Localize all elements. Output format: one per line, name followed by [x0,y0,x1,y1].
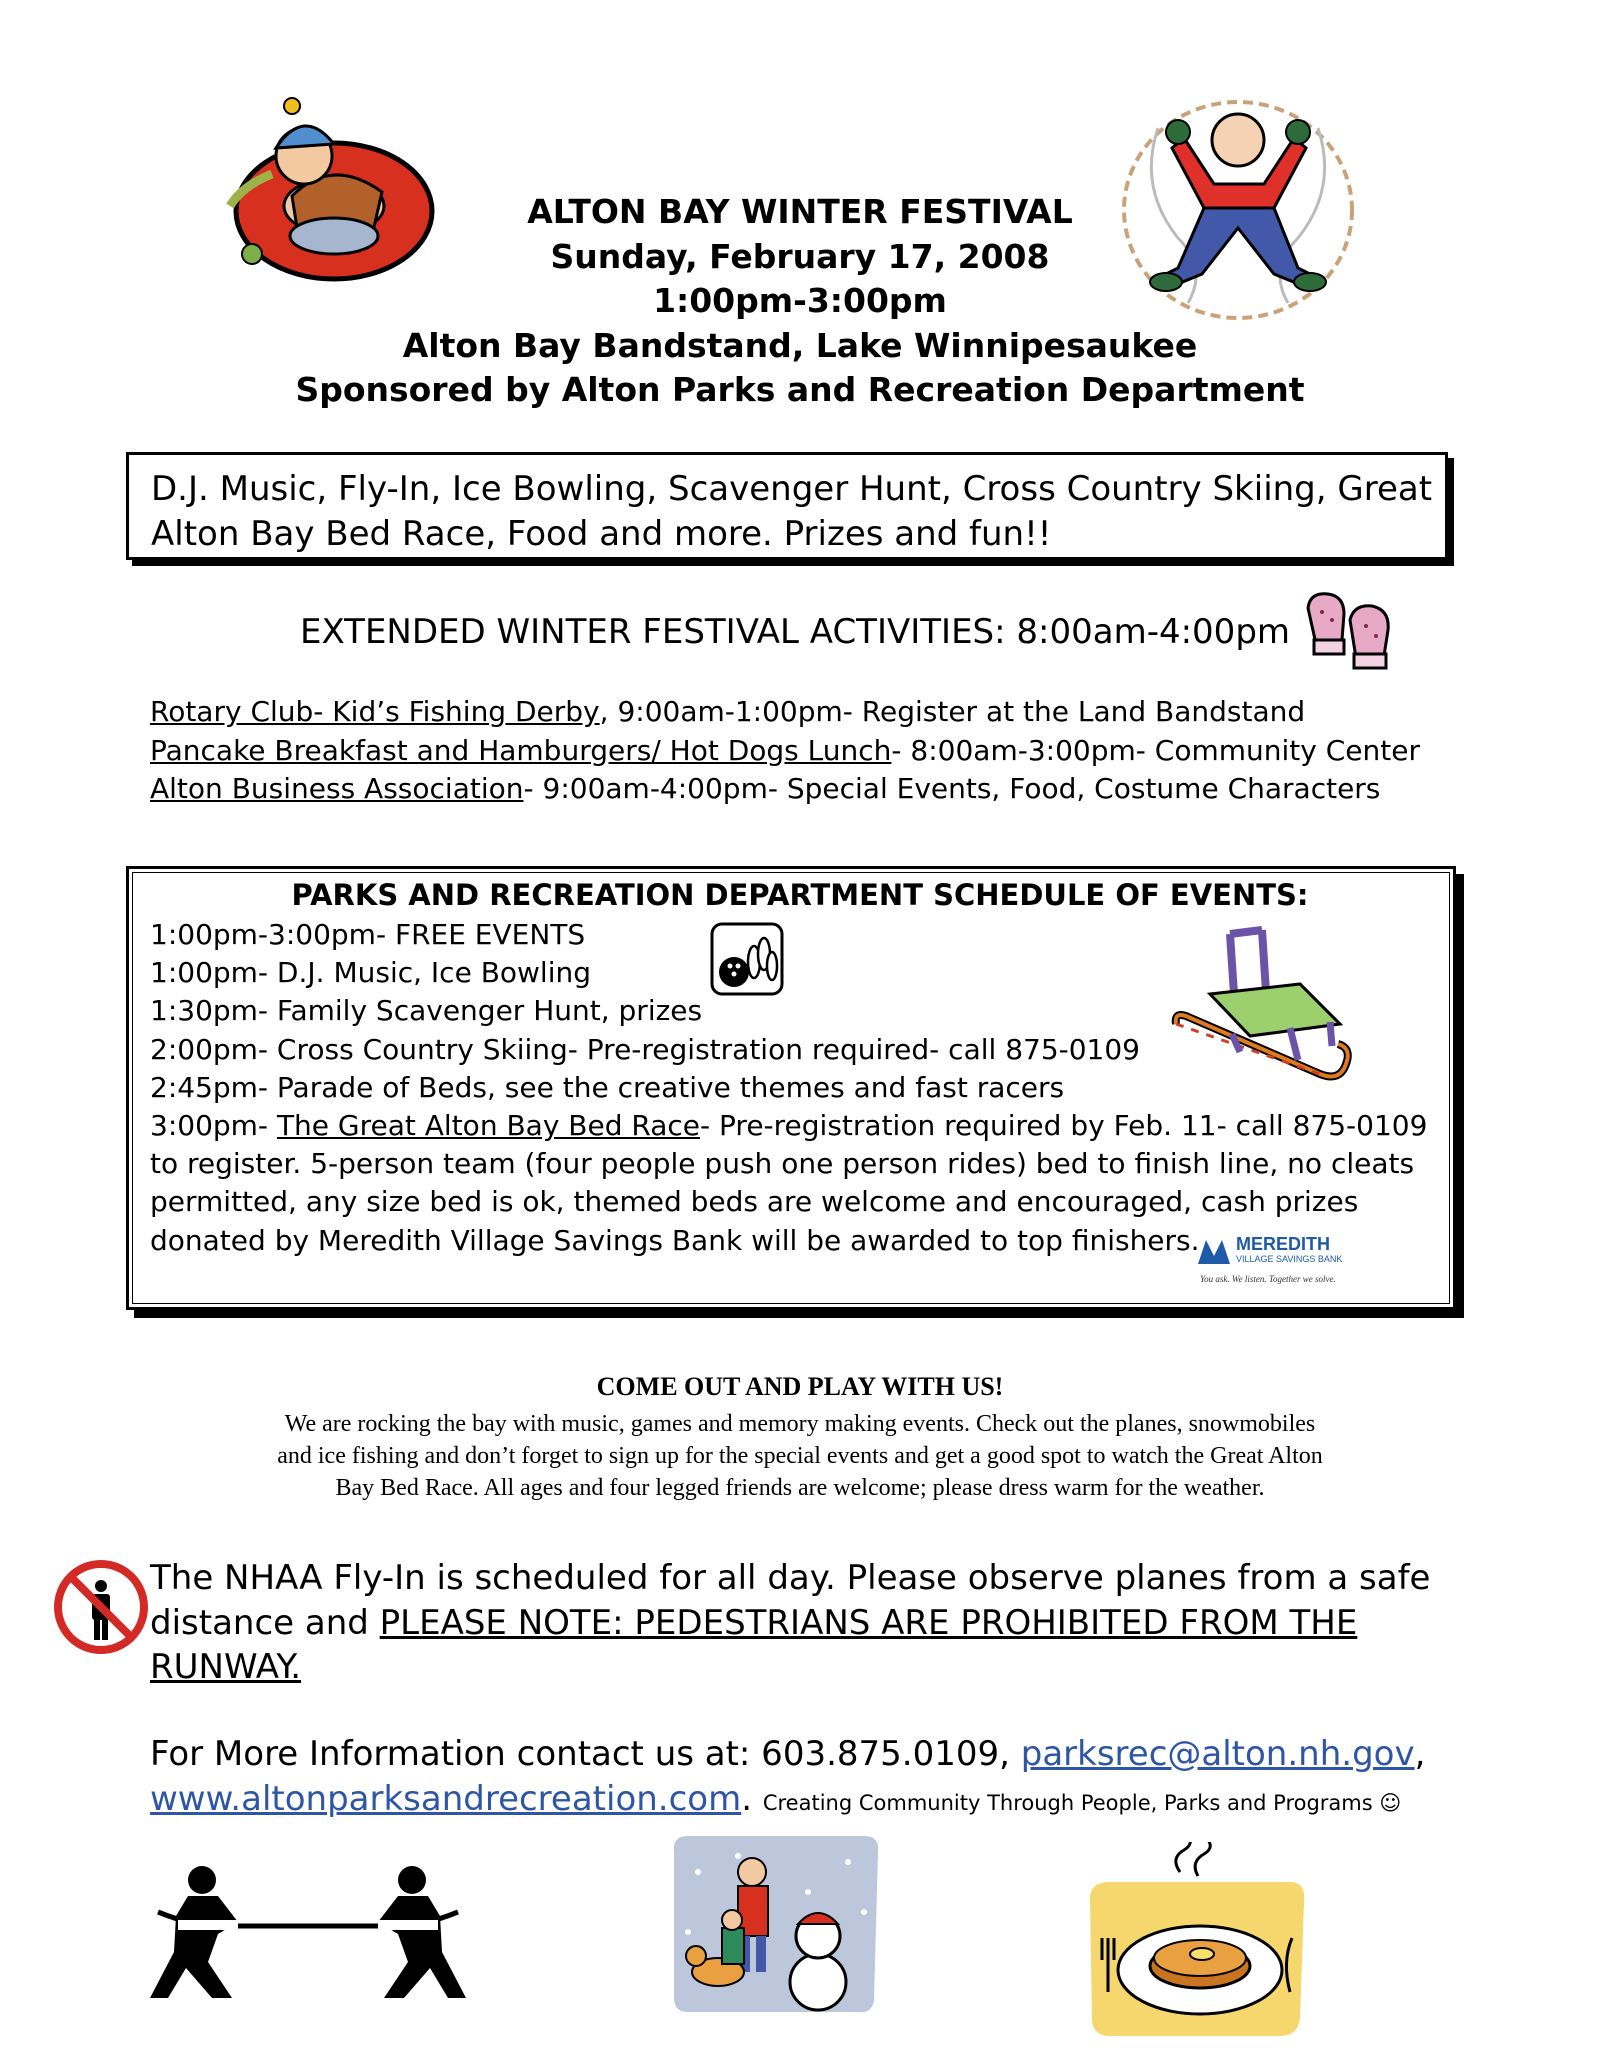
contact-prefix: For More Information contact us at: 603.875.0109, [150,1734,1021,1774]
activity-detail: - 8:00am-3:00pm- Community Center [891,733,1420,767]
highlights-line-1: D.J. Music, Fly-In, Ice Bowling, Scavenger Hunt, Cross Country Skiing, Great [151,469,1433,509]
highlights-box [126,452,1448,560]
activity-detail: - 9:00am-4:00pm- Special Events, Food, Costume Characters [523,772,1381,805]
email-link[interactable]: parksrec@alton.nh.gov [1020,1734,1415,1774]
extended-activities-title: EXTENDED WINTER FESTIVAL ACTIVITIES: 8:00am-4:00pm [300,612,1291,652]
activity-name: Rotary Club- Kid’s Fishing Derby [150,695,600,728]
contact-period: . [741,1778,763,1819]
bed-race-line: to register. 5-person team (four people push one person rides) bed to finish line, no cleats [150,1147,1415,1181]
contact-comma: , [1414,1734,1426,1774]
mittens-icon [1300,590,1400,672]
no-pedestrians-icon [52,1558,150,1656]
bed-race-time: 3:00pm- [150,1109,277,1143]
schedule-item-bed-race [150,1107,1427,1145]
list-item [150,770,1420,809]
come-out-line: Bay Bed Race. All ages and four legged friends are welcome; please dress warm for the weather. [335,1475,1265,1501]
website-link[interactable]: www.altonparksandrecreation.com [150,1778,742,1819]
pancake-breakfast-icon [1080,1842,1310,2042]
tagline: Creating Community Through People, Parks and Programs ☺ [762,1790,1402,1815]
festival-time: 1:00pm-3:00pm [653,281,947,320]
sled-icon [1170,924,1360,1094]
list-item [150,732,1420,771]
contact-info [150,1732,1425,1825]
schedule-item: 1:00pm-3:00pm- FREE EVENTS [150,918,586,951]
flyin-warning-end: RUNWAY. [150,1647,302,1687]
festival-location: Alton Bay Bandstand, Lake Winnipesaukee [402,325,1198,365]
activity-detail: , 9:00am-1:00pm- Register at the Land Bandstand [599,695,1306,728]
festival-date: Sunday, February 17, 2008 [550,236,1050,276]
schedule-title: PARKS AND RECREATION DEPARTMENT SCHEDULE OF EVENTS: [291,878,1309,912]
extended-activities-list [150,693,1420,809]
flyin-line-2-plain: distance and [150,1602,380,1643]
bank-logo-tagline: You ask. We listen. Together we solve. [1200,1274,1336,1284]
schedule-item: 2:45pm- Parade of Beds, see the creative themes and fast racers [150,1070,1065,1104]
flyin-line-1: The NHAA Fly-In is scheduled for all day. Please observe planes from a safe [150,1558,1431,1598]
schedule-item: 1:30pm- Family Scavenger Hunt, prizes [150,994,703,1028]
come-out-title: COME OUT AND PLAY WITH US! [596,1372,1004,1401]
schedule-item: 2:00pm- Cross Country Skiing- Pre-registration required- call 875-0109 [150,1032,1140,1066]
flyin-line-2 [150,1601,1430,1646]
bowling-icon [710,922,784,996]
flyin-warning: PLEASE NOTE: PEDESTRIANS ARE PROHIBITED FROM THE [379,1602,1358,1643]
bed-race-line: donated by Meredith Village Savings Bank will be awarded to top finishers. [150,1223,1200,1257]
schedule-item: 1:00pm- D.J. Music, Ice Bowling [150,956,592,990]
bed-race-detail: - Pre-registration required by Feb. 11- call 875-0109 [700,1109,1428,1143]
contact-line-2 [150,1777,1425,1826]
festival-sponsor: Sponsored by Alton Parks and Recreation Department [295,370,1305,409]
flyin-notice [150,1556,1430,1690]
meredith-bank-logo [1196,1230,1380,1288]
come-out-line: and ice fishing and don’t forget to sign up for the special events and get a good spot to watch the Great Alton [277,1443,1323,1469]
bed-race-line: permitted, any size bed is ok, themed beds are welcome and encouraged, cash prizes [150,1185,1359,1219]
list-item [150,693,1420,732]
activity-name: Pancake Breakfast and Hamburgers/ Hot Dogs Lunch [150,733,892,767]
highlights-line-2: Alton Bay Bed Race, Food and more. Prizes and fun!! [151,514,1052,554]
festival-title: ALTON BAY WINTER FESTIVAL [527,192,1073,231]
bank-logo-name: MEREDITH [1236,1234,1330,1254]
tug-of-war-icon [148,1862,468,2002]
bank-logo-sub: VILLAGE SAVINGS BANK [1236,1254,1343,1264]
bed-race-name: The Great Alton Bay Bed Race [276,1109,701,1143]
festival-header [0,190,1600,413]
come-out-line: We are rocking the bay with music, games and memory making events. Check out the planes, snowmobiles [284,1411,1316,1437]
contact-line-1 [150,1732,1425,1777]
activity-name: Alton Business Association [150,772,524,805]
come-out-body [150,1408,1450,1504]
snowman-kids-icon [668,1832,884,2017]
